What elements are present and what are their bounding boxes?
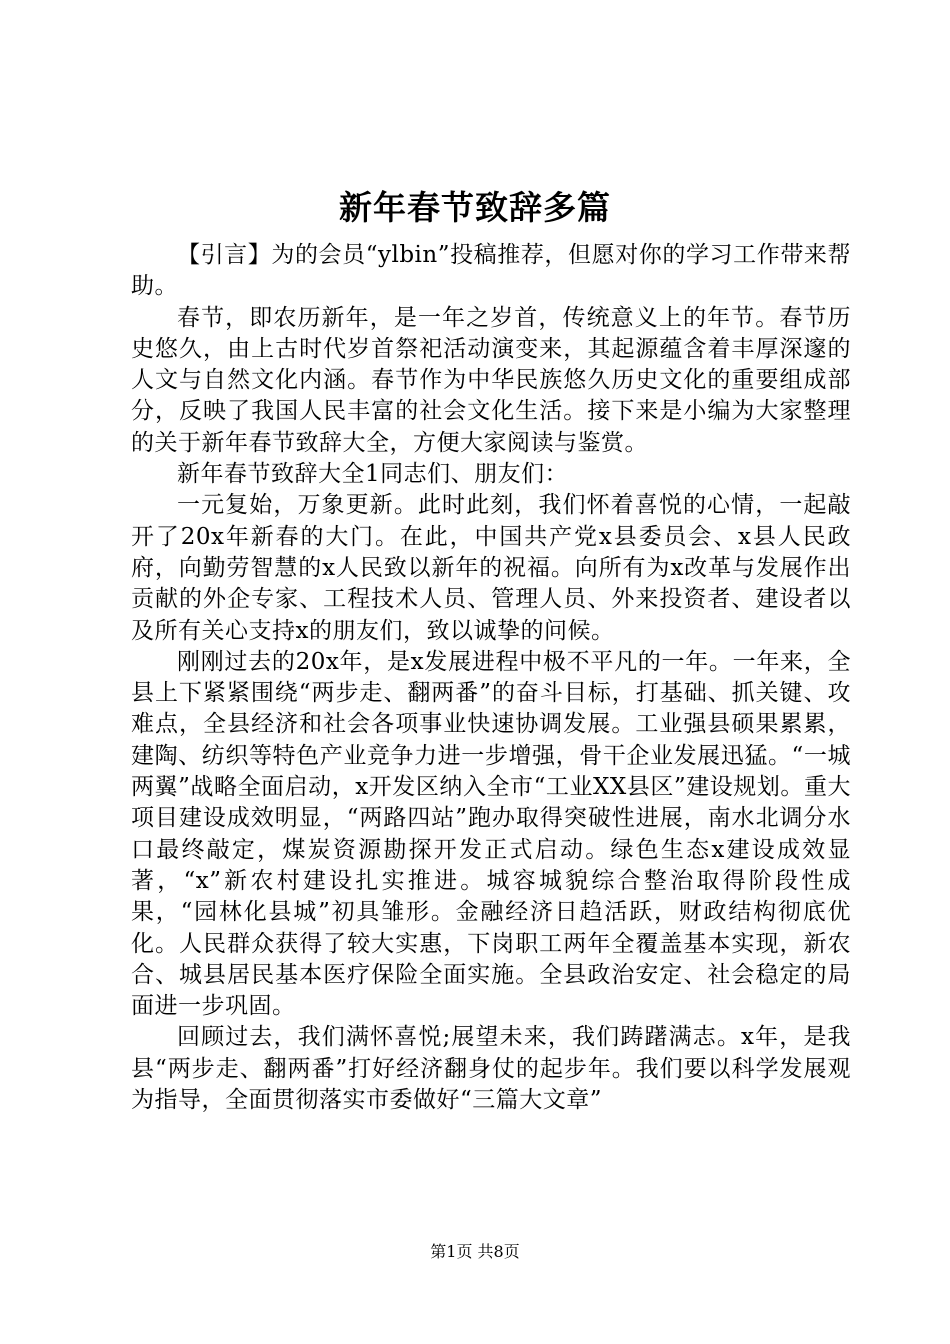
document-title: 新年春节致辞多篇 bbox=[339, 188, 611, 227]
paragraph-intro: 【引言】为的会员“ylbin”投稿推荐，但愿对你的学习工作带来帮助。 bbox=[131, 242, 851, 300]
paragraph-outlook: 回顾过去，我们满怀喜悦;展望未来，我们踌躇满志。x年，是我县“两步走、翻两番”打好经济翻身仗的起步年。我们要以科学发展观为指导，全面贯彻落实市委做好“三篇大文章” bbox=[131, 1024, 851, 1114]
document-body bbox=[131, 240, 851, 1116]
paragraph-speech-heading: 新年春节致辞大全1同志们、朋友们： bbox=[177, 461, 569, 488]
paragraph-spring-festival: 春节，即农历新年，是一年之岁首，传统意义上的年节。春节历史悠久，由上古时代岁首祭祀活动演变来，其起源蕴含着丰厚深邃的人文与自然文化内涵。春节作为中华民族悠久历史文化的重要组成部分，反映了我国人民丰富的社会文化生活。接下来是小编为大家整理的关于新年春节致辞大全，方便大家阅读与鉴赏。 bbox=[131, 304, 851, 456]
page-footer: 第1页 共8页 bbox=[430, 1242, 520, 1261]
paragraph-review: 刚刚过去的20x年，是x发展进程中极不平凡的一年。一年来，全县上下紧紧围绕“两步走、翻两番”的奋斗目标，打基础、抓关键、攻难点，全县经济和社会各项事业快速协调发展。工业强县硕果累累，建陶、纺织等特色产业竞争力进一步增强，骨干企业发展迅猛。“一城两翼”战略全面启动，x开发区纳入全市“工业XX县区”建设规划。重大项目建设成效明显，“两路四站”跑办取得突破性进展，南水北调分水口最终敲定，煤炭资源勘探开发正式启动。绿色生态x建设成效显著，“x”新农村建设扎实推进。城容城貌综合整治取得阶段性成果，“园林化县城”初具雏形。金融经济日趋活跃，财政结构彻底优化。人民群众获得了较大实惠，下岗职工两年全覆盖基本实现，新农合、城县居民基本医疗保险全面实施。全县政治安定、社会稳定的局面进一步巩固。 bbox=[131, 648, 851, 1020]
paragraph-greeting: 一元复始，万象更新。此时此刻，我们怀着喜悦的心情，一起敲开了20x年新春的大门。在此，中国共产党x县委员会、x县人民政府，向勤劳智慧的x人民致以新年的祝福。向所有为x改革与发展作出贡献的外企专家、工程技术人员、管理人员、外来投资者、建设者以及所有关心支持x的朋友们，致以诚挚的问候。 bbox=[131, 492, 851, 644]
